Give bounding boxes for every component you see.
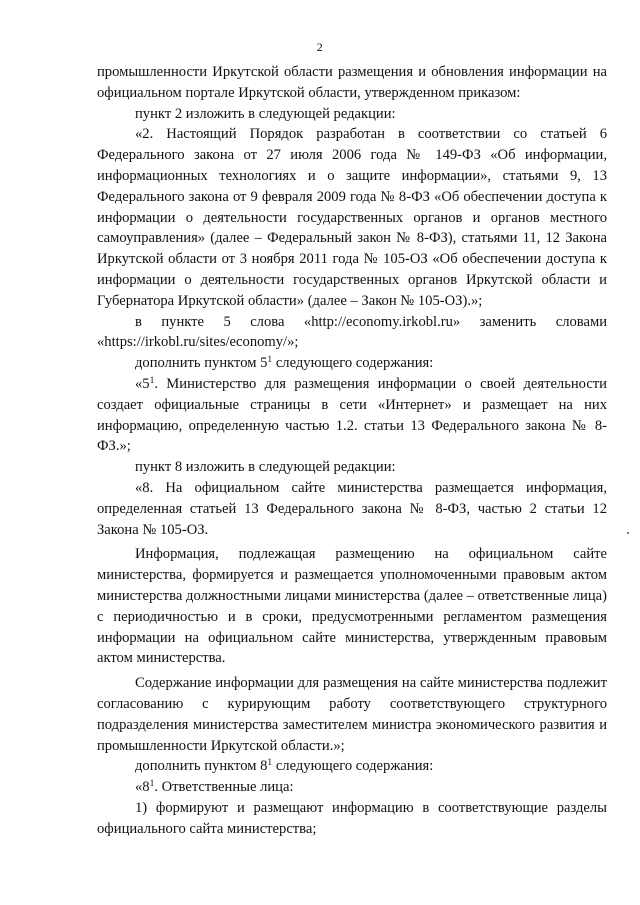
superscript: 1 bbox=[149, 375, 155, 386]
page-number: 2 bbox=[316, 40, 324, 54]
superscript: 1 bbox=[149, 779, 155, 790]
paragraph-item8-1-heading bbox=[97, 777, 607, 798]
scan-speck bbox=[627, 532, 629, 534]
paragraph-item2-instruction: пункт 2 изложить в следующей редакции: bbox=[135, 105, 396, 122]
paragraph-item5-1-text bbox=[97, 374, 607, 457]
text-fragment: следующего содержания: bbox=[272, 758, 434, 775]
paragraph-intro: промышленности Иркутской области размещения и обновления информации на официальном портале Иркутской области, утвержденном приказом: bbox=[97, 64, 607, 101]
text-fragment: . Министерство для размещения информации о своей деятельности создает официальные страницы в сети «Интернет» и размещает на них информацию, определенную частью 1.2. статьи 13 Федерального закона № 8-ФЗ.»; bbox=[97, 375, 607, 455]
paragraph-item5-replace: в пункте 5 слова «http://economy.irkobl.ru» заменить словами «https://irkobl.ru/sites/economy/»; bbox=[97, 313, 607, 351]
paragraph-information: Информация, подлежащая размещению на официальном сайте министерства, формируется и размещается уполномоченными правовым актом министерства должностными лицами министерства (далее – ответственные лица) с периодичностью и в сроки, предусмотренными регламентом размещения информации на официальном сайте министерства, утвержденным правовым актом министерства. bbox=[97, 546, 607, 667]
superscript: 1 bbox=[267, 355, 273, 366]
paragraph-add-item5-1 bbox=[97, 353, 607, 374]
text-fragment: следующего содержания: bbox=[272, 355, 434, 372]
text-fragment: «5 bbox=[135, 375, 150, 392]
paragraph-item8-instruction: пункт 8 изложить в следующей редакции: bbox=[135, 459, 396, 476]
text-fragment: «8 bbox=[135, 779, 150, 796]
document-body bbox=[97, 62, 607, 839]
paragraph-item8-text: «8. На официальном сайте министерства размещается информация, определенная статьей 13 Федерального закона № 8-ФЗ, частью 2 статьи 12 Закона № 105-ОЗ. bbox=[97, 479, 607, 538]
paragraph-add-item8-1 bbox=[97, 756, 607, 777]
paragraph-content: Содержание информации для размещения на сайте министерства подлежит согласованию с курирующим работу соответствующего структурного подразделения министерства заместителем министра экономического развития и промышленности Иркутской области.»; bbox=[97, 675, 607, 754]
superscript: 1 bbox=[267, 758, 273, 769]
text-fragment: дополнить пунктом 5 bbox=[135, 355, 268, 372]
text-fragment: дополнить пунктом 8 bbox=[135, 758, 268, 775]
text-fragment: . Ответственные лица: bbox=[154, 779, 294, 796]
paragraph-item2-text: «2. Настоящий Порядок разработан в соответствии со статьей 6 Федерального закона от 27 июля 2006 года № 149-ФЗ «Об информации, информационных технологиях и о защите информации», статьями 9, 13 Федерального закона от 9 февраля 2009 года № 8-ФЗ «Об обеспечении доступа к информации о деятельности государственных органов и органов местного самоуправления» (далее – Федеральный закон № 8-ФЗ), статьями 11, 12 Закона Иркутской области от 3 ноября 2011 года № 105-ОЗ «Об обеспечении доступа к информации о деятельности государственных органов Иркутской области и Губернатора Иркутской области» (далее – Закон № 105-ОЗ).»; bbox=[97, 126, 607, 309]
paragraph-item8-1-point1: 1) формируют и размещают информацию в соответствующие разделы официального сайта министерства; bbox=[97, 799, 607, 837]
